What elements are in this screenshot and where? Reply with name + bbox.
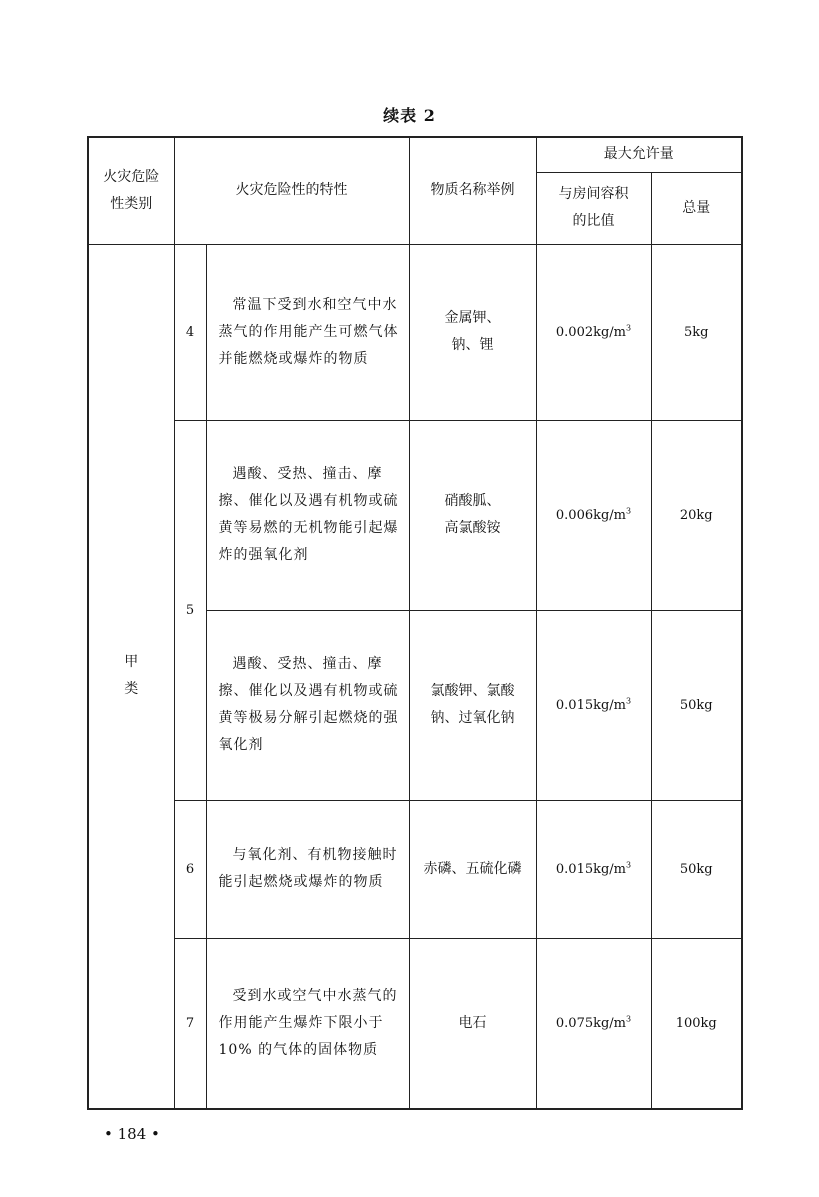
row-total: 20kg <box>651 420 742 610</box>
table-row <box>88 420 742 610</box>
header-characteristic: 火灾危险性的特性 <box>174 137 409 244</box>
row-ratio: $0.002kg/m^3$ <box>536 244 651 420</box>
row-number: 7 <box>174 938 206 1109</box>
row-description: 与氧化剂、有机物接触时能引起燃烧或爆炸的物质 <box>206 800 409 938</box>
row-example: 硝酸胍、 高氯酸铵 <box>409 420 536 610</box>
header-category-line1: 火灾危险 <box>103 168 160 185</box>
row-number: 5 <box>174 420 206 800</box>
row-description: 受到水或空气中水蒸气的作用能产生爆炸下限小于 10% 的气体的固体物质 <box>206 938 409 1109</box>
row-description: 遇酸、受热、撞击、摩擦、催化以及遇有机物或硫黄等易燃的无机物能引起爆炸的强氧化剂 <box>206 420 409 610</box>
category-line1: 甲 <box>124 654 139 671</box>
row-example: 金属钾、 钠、锂 <box>409 244 536 420</box>
header-category <box>88 137 174 244</box>
row-description: 常温下受到水和空气中水蒸气的作用能产生可燃气体并能燃烧或爆炸的物质 <box>206 244 409 420</box>
header-total: 总量 <box>651 172 742 244</box>
row-ratio: $0.015kg/m^3$ <box>536 610 651 800</box>
row-example: 电石 <box>409 938 536 1109</box>
table-title: 续表 2 <box>383 106 436 125</box>
category-line2: 类 <box>124 681 139 698</box>
row-number: 6 <box>174 800 206 938</box>
header-category-line2: 性类别 <box>110 195 153 212</box>
header-ratio <box>536 172 651 244</box>
table-row <box>88 938 742 1109</box>
header-row <box>88 137 742 172</box>
header-max-allowed: 最大允许量 <box>536 137 742 172</box>
row-example: 赤磷、五硫化磷 <box>409 800 536 938</box>
row-total: 50kg <box>651 800 742 938</box>
row-ratio: $0.015kg/m^3$ <box>536 800 651 938</box>
row-total: 100kg <box>651 938 742 1109</box>
table-row <box>88 244 742 420</box>
header-example: 物质名称举例 <box>409 137 536 244</box>
row-ratio: $0.075kg/m^3$ <box>536 938 651 1109</box>
row-number: 4 <box>174 244 206 420</box>
hazard-table <box>87 136 743 1110</box>
header-ratio-line1: 与房间容积 <box>558 186 629 202</box>
row-description: 遇酸、受热、撞击、摩擦、催化以及遇有机物或硫黄等极易分解引起燃烧的强氧化剂 <box>206 610 409 800</box>
table-row <box>88 800 742 938</box>
category-cell <box>88 244 174 1109</box>
row-total: 50kg <box>651 610 742 800</box>
page-number: • 184 • <box>104 1125 160 1143</box>
row-ratio: $0.006kg/m^3$ <box>536 420 651 610</box>
header-ratio-line2: 的比值 <box>572 213 615 229</box>
row-example: 氯酸钾、氯酸 钠、过氧化钠 <box>409 610 536 800</box>
row-total: 5kg <box>651 244 742 420</box>
